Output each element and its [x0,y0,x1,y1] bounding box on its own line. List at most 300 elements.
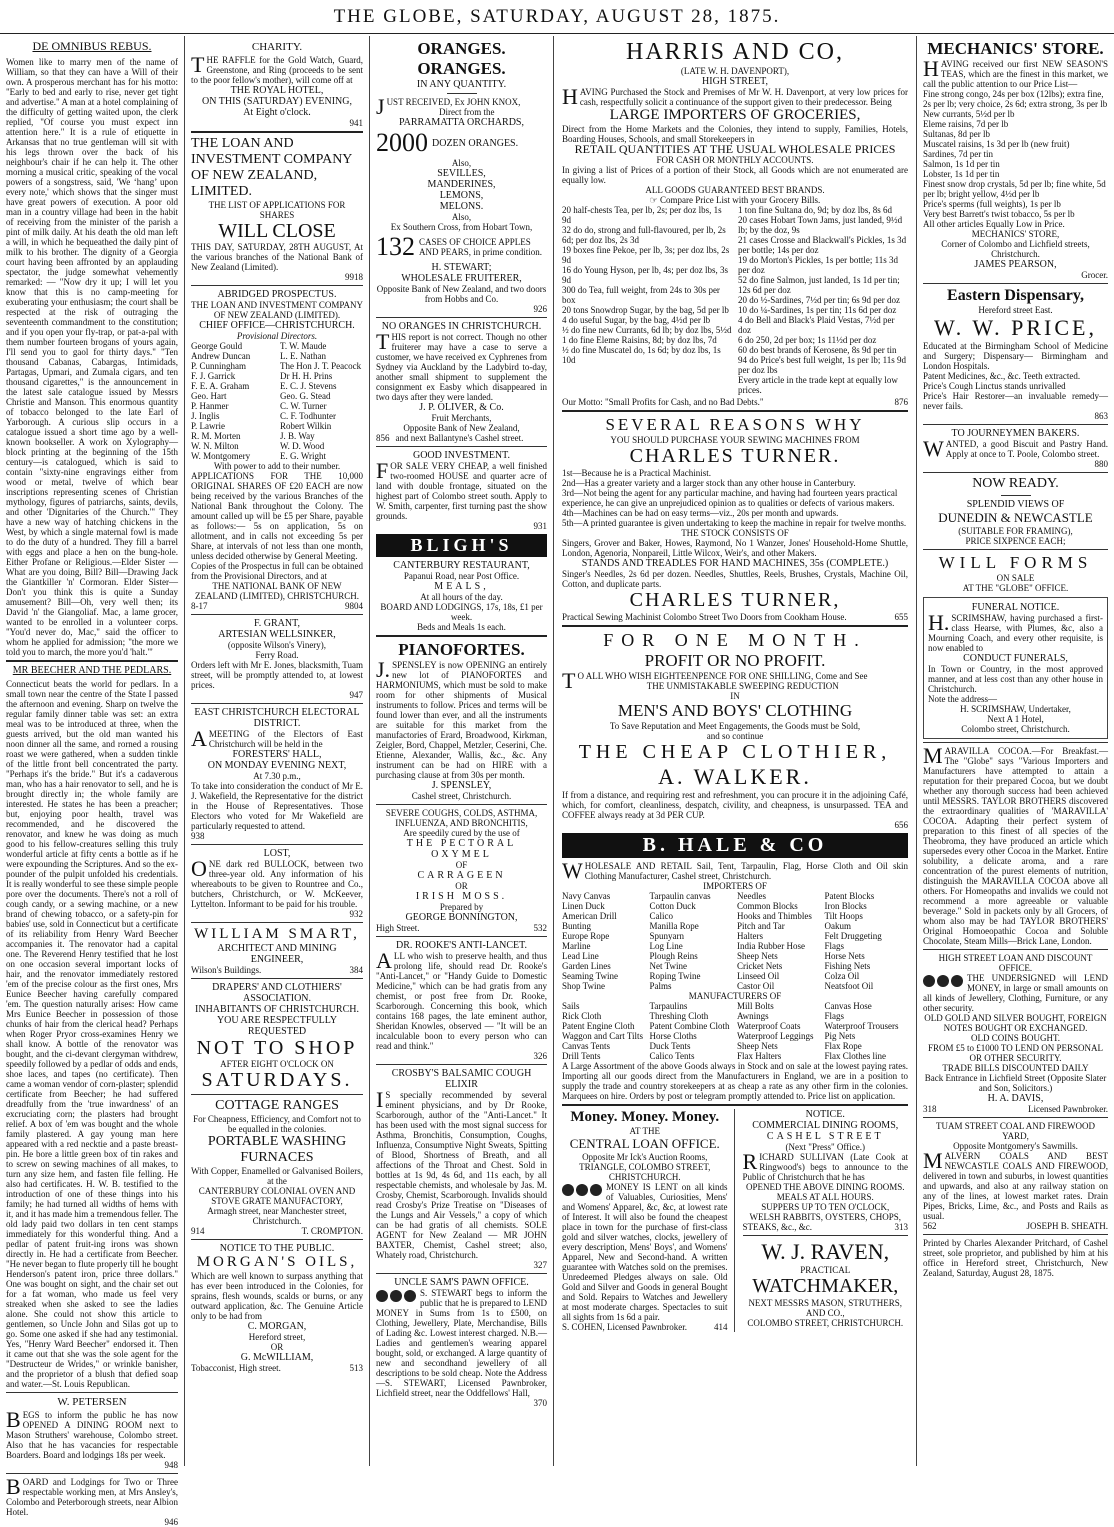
central-loan-ad [562,1109,735,1332]
morgan-or: OR [270,1342,284,1352]
morgan-alt-address: Tobacconist, High street. [191,1363,281,1373]
divider [191,844,363,845]
smart-trade: ARCHITECT AND MINING ENGINEER, [217,943,337,965]
oven-address: Armagh street, near Manchester street, Christchurch. [207,1206,347,1226]
price-item: 60 do best brands of Kerosene, 8s 9d per tin [738,345,897,355]
parramatta: PARRAMATTA ORCHARDS, [399,117,524,128]
drapers-request: YOU ARE RESPECTFULLY REQUESTED [216,1015,338,1037]
divider [923,424,1108,425]
manufacturer-item: Mill Bolts [737,1001,774,1011]
importer-item: Plough Reins [649,951,698,961]
drapers-inhabitants: INHABITANTS OF CHRISTCHURCH. [195,1004,359,1015]
unmistakable: THE UNMISTAKABLE SWEEPING REDUCTION [646,681,839,691]
stock-heading: THE STOCK CONSISTS OF [681,528,789,538]
hale-text-2: A Large Assortment of the above Goods always in Stock and on sale at the lowest paying rates. Importing all our goods direct from the Manufacturers in England, we are in a position to supply the trade and country storekeepers at as cheap a rate as any other firm in the colonies. Marquees on hire. Orders by post or telegram promptly attended to. Price list on application. [562,1061,908,1101]
price-item: Every article in the trade kept at equally low prices. [738,375,898,395]
divider [562,410,908,412]
sheath: JOSEPH B. SHEATH. [1026,1221,1108,1231]
pawn-number: 370 [533,1398,547,1408]
high-street-text: THE UNDERSIGNED will LEND MONEY, in large or small amounts on all kinds of Jewellery, Clothing, Furniture, or any other security. [923,973,1108,1013]
mechanics-price-item: Finest snow drop crystals, 5d per lb; fine white, 5d per lb; bright yellow, 4½d per lb [923,179,1106,199]
price-item: 94 do Price's best full weight, 1s per lb; 11s 9d per doz lbs [738,355,907,375]
walker-name: A. WALKER. [658,764,812,789]
divider [923,549,1108,550]
any-quantity: IN ANY QUANTITY. [416,79,507,90]
bligh-restaurant: CANTERBURY RESTAURANT, [393,560,530,571]
coughs-text: Are speedily cured by the use of [403,828,520,838]
price-list-right [738,205,908,395]
raven-name: W. J. RAVEN, [761,1239,890,1264]
beecher-text: Connecticut beats the world for pedlars. In a small town near the centre of the State I passed the afternoon and evening. Sharp on twelve the regular family dinner table was set: an extra meal was to be introduced at three, when the guests arrived, but the old man wanted his noon dinner all the same, and rorned a rousing roast we were gathered, when a sudden tinkle of the little front bell concentrated the party. "Perhaps it's the bride." But it's a cadaverous man, who has a hair renovator to sell, and he is brought directly in; the whole family are interested. He states he has been a preacher; but, enjoying poor health, travel was recommended, and he discovered the renovator, and knew he was doing as much good to his fellow-creatures selling this truly wonderful article at fifty cents a bottle as if he were expounding the Scriptures. And so the ex-pounder of the pulpit unfolded his credentials. It is really wonderful to see these simple people pore over the documents. There's not a roll of cough candy, or a sewing machine, or a new brand of chewing tobacco, or a safety-pin for babies' use, sold in Connecticut but a certificate of its reliability from Henry Ward Beecher accompanies it. The renovator had a capital one. The Reverend Henry testified that he lost on one occasion several important locks of hair, and the renovator immediately restored 'em of the precise colour as the first ones, Mrs Eunice Beecher having carefully compared 'em. The question naturally arises: How came Mrs Eunice Beecher in possession of those chunks of hair from the clerical head? Perhaps when Roger Pryor cross-examines Henry we shall know. A bottle of the renovator was bought, and the ci-devant clergyman withdrew, speedily followed by a pedlar of odds and ends, shoe laces, and tapes (no certificate). Then came a woman vendor of corn-plaster; splendid certificate from Beecher; he had suffered dreadfully from the 'true inwardness' of an excruciating corn; the plasters had brought relief. A box of 'em was bought and the whole family plastered. A gay young man here appeared with a red necktie and a paste breast-pin. He bore a little green box of tin rakes and to screw on sewing machines of all makes, to turn any size hem, and fasten file felling. He also had certificates. H. W. B. testified to the introduction of one of these things into his family; he had turned all widths of hems with it, and it has made him a tremendous feller. The old lady paid two dollars in ten cent stamps immediately for this wonderful thing. And a pedlar of patent fruit-ing irons was shown directly in. He had a certificate from Beecher. "He never began to flute properly till he bought Henderson's patent iron, price three dollars." One was bought on sight, and the chair set out for a fat woman, who made us feel very streaked when she asked to see the ladies alone. She could not show this article to gentlemen, so Uncle John and Silas got up to go. Some one asked if she had any testimonial. Yes, "Henry Ward Beecher" endorsed it. Then it came out that she was the sole agent for the "Destructeur de Wrides," or wrinkle banisher, and the proprietor of a blush that defied soap and water.—St. Louis Republican. [6,679,178,1389]
morgan-alt-name: G. McWILLIAM, [240,1352,314,1363]
prepared-by: Prepared by [439,902,484,912]
sixpence: PRICE SIXPENCE EACH; [965,536,1066,546]
no-oranges-text: THIS report is not correct. Though no other fruiterer may have a case to serve a customer, we have received ex Cyphrenes from Sydney via Auckland by the Ladybird to-day, another small shipment to supplement the consignment ex Easby which disappeared in two days after they were landed. [376,329,547,402]
manufacturers-col-4 [825,1001,909,1061]
divider [562,625,908,627]
scrimshaw: H. SCRIMSHAW, Undertaker, [960,704,1071,714]
mechanics-price-item: Lobster, 1s 1d per tin [923,169,1000,179]
price-item: 19 boxes fine Pekoe, per lb, 3s; per doz lbs, 2s 9d [562,245,730,265]
hereford-street: Hereford street East. [978,305,1053,315]
crosby-heading: CROSBY'S BALSAMIC COUGH ELIXIR [391,1068,532,1090]
steaks: STEAKS, &c., &c. [742,1222,812,1232]
piano-heading: PIANOFORTES. [398,640,525,659]
mechanics-price-item: Fine strong congo, 24s per box (12lbs); extra fine, 2s per lb; very choice, 2s 6d; extra strong, 3s per lb [923,89,1108,109]
christchurch: CHRISTCHURCH. [608,1172,681,1182]
cohen-footer [562,1322,728,1332]
manufacturer-item: Flax Halters [737,1051,782,1061]
director-name: C. F. Todhunter [280,411,336,421]
walker-text: TO ALL WHO WISH EIGHTEENPENCE FOR ONE SHILLING, Come and See [562,668,868,693]
fruit-item: LEMONS, [439,190,484,201]
portable-text: With Copper, Enamelled or Galvanised Boilers, at the [191,1166,363,1186]
price-item: 1 ton fine Sultana do, 9d; by doz lbs, 8s 6d [738,205,892,215]
also-1: Also, [451,158,472,168]
price-item: 52 do fine Salmon, just landed, 1s 1d per tin; 12s 6d per doz [738,275,900,295]
column-4 [554,36,917,1466]
importer-item: Oakum [824,921,851,931]
cheap-clothier: THE CHEAP CLOTHIER, [578,741,892,763]
oliver-address: Opposite Bank of New Zealand, [403,423,520,433]
importer-item: Pitch and Tar [737,921,785,931]
harris-street: HIGH STREET, [702,76,768,87]
grant-text: Orders left with Mr E. Jones, blacksmith, Tuam street, will be promptly attended to, at lowest prices. [191,660,363,690]
importer-item: Colza Oil [824,971,860,981]
director-name: Geo. Hart [191,391,227,401]
director-name: Geo. G. Stead [280,391,331,401]
stewart-address: Opposite Bank of New Zealand, and two doors from Hobbs and Co. [376,284,547,304]
director-name: P. Hanmer [191,401,229,411]
director-name: W. Montgomery [191,451,251,461]
save-reputation: To Save Reputation and Meet Engagements, the Goods must be Sold, [609,721,861,731]
dozen-text: DOZEN ORANGES. [432,137,519,149]
pawn-balls-icon [923,975,963,987]
stewart-name: H. STEWART; [431,262,492,273]
spensley-address: Cashel street, Christchurch. [411,791,512,801]
manufacturer-item: Horse Cloths [649,1031,697,1041]
director-name: F. E. A. Graham [191,381,250,391]
board-lodgings: BOARD AND LODGINGS, 17s, 18s, £1 per week. [380,602,543,622]
oranges-heading: ORANGES. ORANGES. [417,39,506,78]
director-name: L. E. Nathan [280,351,326,361]
and-co: AND CO., [805,1308,845,1318]
printed-by: Printed by Charles Alexander Pritchard, of Cashel street, sole proprietor, and published by him at his office in Hereford street, Christchurch, New Zealand, Saturday, August 28, 1875. [923,1238,1108,1278]
divider [6,660,178,662]
investment-text: FOR SALE VERY CHEAP, a well finished two-roomed HOUSE and quarter acre of land with double frontage, situated on the highest part of Colombo street south. Apply to W. Smith, carpenter, first turning past the show grounds. [376,458,547,521]
ex-southern: Ex Southern Cross, from Hobart Town, [390,222,533,232]
next-mason: NEXT MESSRS MASON, STRUTHERS, [748,1298,903,1308]
petersen-number: 948 [164,1460,178,1470]
price-item: 16 do Young Hyson, per lb, 4s; per doz lbs, 3s 9d [562,265,729,285]
charity-number: 941 [349,118,363,128]
manufacturer-item: Patent Combine Cloth [649,1021,730,1031]
mechanics-price-item: All other articles Equally Low in Price. [923,219,1065,229]
election-number: 938 [191,831,205,841]
applications-text: APPLICATIONS FOR THE 10,000 ORIGINAL SHARES OF £20 EACH are now being received by the various Branches of the National Bank throughout the Colony. The amount called up will be £5 per Share, payable as follows:— 5s on application, 5s on allotment, and in calls not exceeding 5s per Share, at intervals of not less than one month, unless decided otherwise by General Meeting. [191,471,363,561]
loan-list: THE LIST OF APPLICATIONS FOR SHARES [208,200,346,220]
manufacturer-item: Flax Rope [824,1041,862,1051]
divider [6,1392,178,1393]
suppers: SUPPERS UP TO TEN O'CLOCK, [761,1202,890,1212]
mechanics-price-item: Very best Barrett's twist tobacco, 5s per lb [923,209,1075,219]
harris-text: HAVING Purchased the Stock and Premises of Mr W. H. Davenport, at very low prices for cash, respectfully solicit a continuance of the support given to their predecessor. Being [562,84,908,109]
walker-text-2: If from a distance, and requiring rest and refreshment, you can procure it in the adjoining Café, which, for comfort, cleanliness, despatch, civility, and cheapness, is unsurpassed. TEA and COFFEE always ready at 3d PER CUP. [562,790,908,820]
drapers-not-to-shop: NOT TO SHOP [196,1037,358,1059]
price-item: 1 do fine Eleme Raisins, 8d; by doz lbs, 7d [562,335,717,345]
conduct-funerals: CONDUCT FUNERALS, [963,653,1068,664]
crompton-footer [191,1226,363,1236]
opposite-ick: Opposite Mr Ick's Auction Rooms, [582,1152,708,1162]
bank-numbers [191,601,363,611]
importers-col-2 [650,891,734,991]
dozen-oranges [376,128,547,158]
portable-heading: PORTABLE WASHING FURNACES [207,1134,347,1165]
director-name: W. N. Milton [191,441,239,451]
directors-power: With power to add to their number. [213,461,341,471]
hale-text: WHOLESALE AND RETAIL Sail, Tent, Tarpaulin, Flag, Horse Cloth and Oil skin Clothing Manufacturer, Cashel street, Christchurch. [562,858,908,883]
importers-list [562,891,908,991]
morgan-footer [191,1363,363,1373]
malvern-number: 562 [923,1221,937,1231]
coughs-heading: SEVERE COUGHS, COLDS, ASTHMA, INFLUENZA, AND BRONCHITIS, [385,808,538,828]
davis-footer [923,1104,1108,1114]
malvern-text: MALVERN COALS AND BEST NEWCASTLE COALS AND FIREWOOD, delivered in town and suburbs, in lowest quantities and upwards, and also at any railway station on any of the lines, at lowest market rates. Drain Pipes, Bricks, Lime, &c., and Posts and Rails as usual. [923,1148,1108,1221]
importer-item: Spunyarn [649,931,684,941]
gold-silver: OLD GOLD AND SILVER BOUGHT, FOREIGN NOTES BOUGHT OR EXCHANGED. [924,1013,1107,1033]
bakers-text: WANTED, a good Biscuit and Pastry Hand. Apply at once to T. Poole, Colombo street. [923,436,1108,461]
price-item: 20 half-chests Tea, per lb, 2s; per doz lbs, 1s 9d [562,205,722,225]
manufacturer-item: Flax Clothes line [824,1051,886,1061]
bonnington-address: High Street. [376,923,420,933]
board-text: BOARD and Lodgings for Two or Three respectable working men, at Mrs Ansley's, Colombo and Peterborough streets, near Albion Hotel. [6,1474,178,1517]
mechanics-store: MECHANICS' STORE, [971,229,1060,239]
board-number: 946 [164,1517,178,1527]
mechanics-price-item: Price's sperms (full weights), 1s per lb [923,199,1061,209]
cases-text: CASES OF CHOICE APPLES AND PEARS, in prime condition. [419,237,542,257]
hair-number: 863 [1094,411,1108,421]
importers-col-1 [562,891,646,991]
crompton-number: 914 [191,1226,205,1236]
divider [923,1117,1108,1118]
meals-all: MEALS AT ALL HOURS. [776,1192,874,1202]
importer-item: Calico [649,911,673,921]
steaks-number: 313 [894,1222,908,1232]
divider [191,978,363,979]
divider [191,703,363,704]
davis-name: H. A. DAVIS, [987,1093,1044,1104]
importer-item: Bunting [562,921,592,931]
rooke-number: 326 [533,1051,547,1061]
grant-address: (opposite Wilson's Vinery), [227,640,327,650]
manufacturers-heading: MANUFACTURERS OF [688,991,782,1001]
next-press: (Next "Press" Office.) [785,1142,865,1152]
smart-name: WILLIAM SMART, [194,926,360,942]
at-the: AT THE [629,1126,660,1136]
divider [562,1104,908,1106]
watchmaker: WATCHMAKER, [752,1275,899,1297]
importer-item: Europe Rope [562,931,610,941]
bonnington-number: 532 [533,923,547,933]
next-hotel: Next A 1 Hotel, [987,714,1044,724]
high-street-heading: HIGH STREET LOAN AND DISCOUNT OFFICE. [938,953,1093,973]
reason-item: 4th—Machines can be had on easy terms—viz., 20s per month and upwards. [562,508,839,518]
divider [191,285,363,286]
dozen-number: 2000 [376,128,428,157]
cash-monthly: FOR CASH OR MONTHLY ACCOUNTS. [656,155,814,165]
smart-address: Wilson's Buildings. [191,965,262,975]
manufacturer-item: Flags [824,1011,845,1021]
director-name: J. B. Way [280,431,315,441]
price-item: 20 tons Snowdrop Sugar, by the bag, 5d per lb [562,305,729,315]
smart-number: 384 [349,965,363,975]
director-name: Dr H. H. Prins [280,371,333,381]
eastern-heading: Eastern Dispensary, [947,287,1084,304]
tuam-heading: TUAM STREET COAL AND FIREWOOD YARD, [936,1121,1095,1141]
oliver-address-2: and next Ballantyne's Cashel street. [395,433,524,443]
cases-number: 132 [376,232,415,261]
reason-item: 3rd—Not being the agent for any particular machine, and having had fourteen years practical experience, he can give an unprejudiced opinion as to qualities or defects of various makers. [562,488,898,508]
colombo-christchurch: Colombo street, Christchurch. [961,724,1070,734]
grocer: Grocer. [1081,270,1108,280]
reason-item: 2nd—Has a greater variety and a larger stock than any other house in Canterbury. [562,478,856,488]
or: OR [455,881,468,891]
director-name: E. G. Wright [280,451,326,461]
triangle: TRIANGLE, COLOMBO STREET, [579,1162,711,1172]
price-item: 32 do do, strong and full-flavoured, per lb, 2s 6d; per doz lbs, 2s 3d [562,225,726,245]
divider [447,93,477,94]
no-oranges-heading: NO ORANGES IN CHRISTCHURCH. [381,321,542,332]
divider [191,131,363,133]
just-received: JUST RECEIVED, Ex JOHN KNOX, [376,94,521,119]
importer-item: India Rubber Hose [737,941,805,951]
loan-close: WILL CLOSE [218,220,336,242]
importer-item: American Drill [562,911,617,921]
chief-office: CHIEF OFFICE—CHRISTCHURCH. [199,320,355,331]
opened: OPENED THE ABOVE DINING ROOMS. [745,1182,905,1192]
crosby-text: IS specially recommended by several eminent physicians, and by Dr Rooke, Scarborough, author of the "Anti-Lancet." It has been used with the most signal success for Asthma, Bronchitis, Consumption, Coughs, Influenza, Consumptive Night Sweats, Spitting of Blood, Shortness of Breath, and all affections of the Throat and Chest. Sold in bottles at 1s 9d, 4s 6d, and 11s each, by all respectable chemists, and wholesale by Jas. M. Crosby, Chemist, Scarborough. Invalids should read Crosby's Prize Treatise on "Diseases of the Lungs and Air Vessels," a copy of which can be had gratis of all chemists. SOLE AGENT for New Zealand — MR JOHN BAXTER, Chemist, Cashel street; also, Whately road, Christchurch. [376,1087,547,1260]
drapers-heading: DRAPERS' AND CLOTHIERS' ASSOCIATION. [212,982,342,1004]
manufacturer-item: Duck Tents [649,1041,691,1051]
petersen-text: BEGS to inform the public he has now OPENED A DINING ROOM next to Mason Struthers' warehouse, Colombo street. Also that he has vacancies for respectable Boarders. Board and lodgings 18s per week. [6,1407,178,1460]
divider [376,936,547,937]
spensley-name: J. SPENSLEY, [431,780,492,791]
manufacturer-item: Waterproof Leggings [737,1031,814,1041]
oliver-trade: Fruit Merchants, [431,413,492,423]
manufacturers-col-3 [737,1001,821,1061]
directors-right [280,341,363,461]
divider [923,472,1108,473]
oven-manufactory: CANTERBURY COLONIAL OVEN AND STOVE GRATE MANUFACTORY, [198,1186,356,1206]
cohen-number: 414 [714,1322,728,1332]
old-coins: OLD COINS BOUGHT. [970,1033,1061,1043]
directors-list [191,341,363,461]
election-time: At 7.30 p.m., [253,771,301,781]
oliver-number: 856 [376,433,390,443]
importer-item: Sheep Nets [737,951,778,961]
importer-item: Navy Canvas [562,891,611,901]
divider [191,1239,363,1240]
fruit-item: MANDERINES, [427,179,496,190]
manufacturer-item: Waggon and Cart Tilts [562,1031,644,1041]
importer-item: Fishing Nets [824,961,871,971]
harris-heading: HARRIS AND CO, [625,39,845,65]
manufacturer-item: Awnings [737,1011,769,1021]
all-hours: At all hours of the day. [420,592,503,602]
manufacturer-item: Waterproof Trousers [824,1021,899,1031]
director-name: P. Lawrie [191,421,225,431]
turner-footer [562,612,908,622]
importer-item: Patent Blocks [824,891,875,901]
importer-item: Neatsfoot Oil [824,981,874,991]
manufacturer-item: Sails [562,1001,580,1011]
manufacturers-col-2 [650,1001,734,1061]
profit-no-profit: PROFIT OR NO PROFIT. [644,651,826,670]
manufacturers-list [562,1001,908,1061]
manufacturers-col-1 [562,1001,646,1061]
walker-number: 656 [894,820,908,830]
price-item: 4 do Bell and Black's Plaid Vestas, 7½d per doz [738,315,895,335]
manufacturer-item: Pig Nets [824,1031,856,1041]
motto-number: 876 [894,397,908,407]
stock-text: Singers, Grover and Baker, Howes, Raymond, No 1 Wanzer, Jones' Household-Home Shuttle, London, Agenoria, Nonpareil, Little Wilcox, Weir's, and other Makers. [562,538,908,558]
divider [376,635,547,637]
importers-heading: IMPORTERS OF [703,881,767,891]
grant-road: Ferry Road. [255,650,299,660]
petersen-heading: W. PETERSEN [57,1396,127,1408]
of: OF [455,860,468,870]
funeral-text-2: In Town or Country, in the most approved manner, and at less cost than any other house in Christchurch. [928,664,1103,694]
turner-name: CHARLES TURNER. [629,445,841,467]
framing: (SUITABLE FOR FRAMING), [958,526,1073,536]
on-sale: ON SALE [996,573,1035,583]
investment-number: 931 [533,521,547,531]
importer-item: Needles [737,891,766,901]
charity-text: THE RAFFLE for the Gold Watch, Guard, Greenstone, and Ring (proceeds to be sent to the poor fellow's mother), will come off at [191,52,363,85]
price-item: ½ do fine Muscatel do, 1s 6d; by doz lbs, 1s 10d [562,345,721,365]
manufacturer-item: Waterproof Coats [737,1021,801,1031]
importers-col-4 [825,891,909,991]
price-name: W. W. PRICE, [934,315,1097,340]
stands-treadles: STANDS AND TREADLES FOR HAND MACHINES, 35s (COMPLETE.) [581,558,889,569]
morgan-address: Hereford street, [248,1332,306,1342]
cottage-text: For Cheapness, Efficiency, and Comfort not to be equalled in the colonies. [193,1114,361,1134]
needles-text: Singer's Needles, 2s 6d per dozen. Needles, Shuttles, Reels, Brushes, Crystals, Machine Oil, Cotton, and duplicate parts. [562,569,908,589]
harris-text-3: In giving a list of Prices of a portion of their Stock, all Goods which are not enumerated are equally low. [562,165,908,185]
price-item: 4 do useful Sugar, by the bag, 4½d per lb [562,315,711,325]
divider [923,742,1108,743]
divider [376,317,547,318]
bottom-ads [562,1109,908,1332]
funeral-heading: FUNERAL NOTICE. [971,602,1060,613]
bakers-heading: TO JOURNEYMEN BAKERS. [951,428,1080,439]
money-heading: Money. Money. Money. [570,1109,720,1125]
price-text: Educated at the Birmingham School of Medicine and Surgery; Dispensary— Birmingham and London Hospitals. [923,341,1108,371]
back-entrance: Back Entrance in Lichfield Street (Opposite Slater and Son, Solicitors.) [924,1073,1107,1093]
piano-text: J.SPENSLEY is now OPENING an entirely new lot of PIANOFORTES and HARMONIUMS, which must be sold to make room for other shipments of Musical instruments to follow. Prices and terms will be found lower than ever, and all the instruments are suitable for this market from the manufactories of Erard, Broadwood, Kirkman, Zeigler, Bord, Chappel, Metzler, Ceserini, Che. Etienne, Alexander, Wallis, &c., &c. Any instrument can be had on HIRE with a purchasing clause at from 30s per month. [376,657,547,780]
bligh-heading: BLIGH'S [376,534,547,557]
pawn-text: S. STEWART begs to inform the public that he is prepared to LEND MONEY in Sums from 1s to £500, on Clothing, Jewellery, Plate, Merchandise, Bills of Lading &c. Lowest interest charged. N.B.—Ladies and gentlemen's wearing apparel bought, sold, or exchanged. A large quantity of new and secondhand jewellery of all descriptions to be sold cheap. Note the Address—S. STEWART, Licensed Pawnbroker, Lichfield street, near the Oddfellows' Hall, [376,1288,547,1398]
director-name: Robert Wilkin [280,421,332,431]
mechanics-text: HAVING received our first NEW SEASON'S TEAS, which are the finest in this market, we call the public attention to our Price List— [923,56,1108,89]
guaranteed: ALL GOODS GUARANTEED BEST BRANDS. [645,185,825,195]
grant-number: 947 [349,690,363,700]
importer-item: Cotton Duck [649,901,696,911]
importer-item: Castor Oil [737,981,775,991]
loan-title-2: THE LOAN AND INVESTMENT COMPANY OF NEW ZEALAND (LIMITED). [191,300,364,320]
bank-number-left: 8-17 [191,601,208,611]
charity-when: ON THIS (SATURDAY) EVENING, [202,96,352,107]
irish-moss: IRISH MOSS. [415,891,508,902]
bank-number: 9804 [345,601,363,611]
manufacturer-item: Rick Cloth [562,1011,602,1021]
director-name: E. C. J. Stevens [280,381,337,391]
loan-text: THIS DAY, SATURDAY, 28TH AUGUST, At the various branches of the National Bank of New Zealand (Limited). [191,242,363,272]
linctus: Price's Cough Linctus stands unrivalled [923,381,1066,391]
beecher-heading: MR BEECHER AND THE PEDLARS. [12,665,172,676]
column-3 [370,36,554,1466]
divider [1001,495,1031,496]
price-item: 300 do Tea, full weight, from 24s to 30s per box [562,285,720,305]
importer-item: Cricket Nets [737,961,783,971]
direct-from: Direct from the [439,107,495,117]
price-item: 20 cases Hobart Town Jams, just landed, 9½d lb; by the doz, 9s [738,215,903,235]
steaks-footer [743,1222,909,1232]
mechanics-price-item: Eleme raisins, 7d per lb [923,119,1009,129]
tuam-address: Opposite Montgomery's Sawmills. [953,1141,1078,1151]
stewart-number: 926 [533,304,547,314]
pointing-hand-icon: ☞ [649,195,661,205]
price-item: 6 do 250, 2d per box; 1s 11½d per doz [738,335,877,345]
also-2: Also, [451,212,472,222]
importer-item: Marline [562,941,591,951]
beds: Beds and Meals 1s each. [417,622,506,632]
price-item: ½ do fine new Currants, 6d lb; by doz lbs, 5½d [562,325,732,335]
importer-item: Tarpaulin canvas [649,891,711,901]
note-address: Note the address— [928,694,997,704]
fruit-item: SEVILLES, [437,168,486,179]
drapers-saturdays: SATURDAYS. [201,1069,353,1091]
reason-item: 1st—Because he is a Practical Machinist. [562,468,711,478]
manufacturer-item: Sheep Nets [737,1041,778,1051]
director-name: Andrew Duncan [191,351,251,361]
price-list-left [562,205,732,395]
sullivan-text: RICHARD SULLIVAN (Late Cook at Ringwood's) begs to announce to the Public of Christchurch that he has [742,1149,908,1182]
manufacturer-item: Patent Engine Cloth [562,1021,635,1031]
price-item: 20 do ½-Sardines, 7½d per tin; 6s 9d per doz [738,295,900,305]
mechanics-price-item: Salmon, 1s 1d per tin [923,159,1000,169]
charity-heading: CHARITY. [251,41,303,53]
